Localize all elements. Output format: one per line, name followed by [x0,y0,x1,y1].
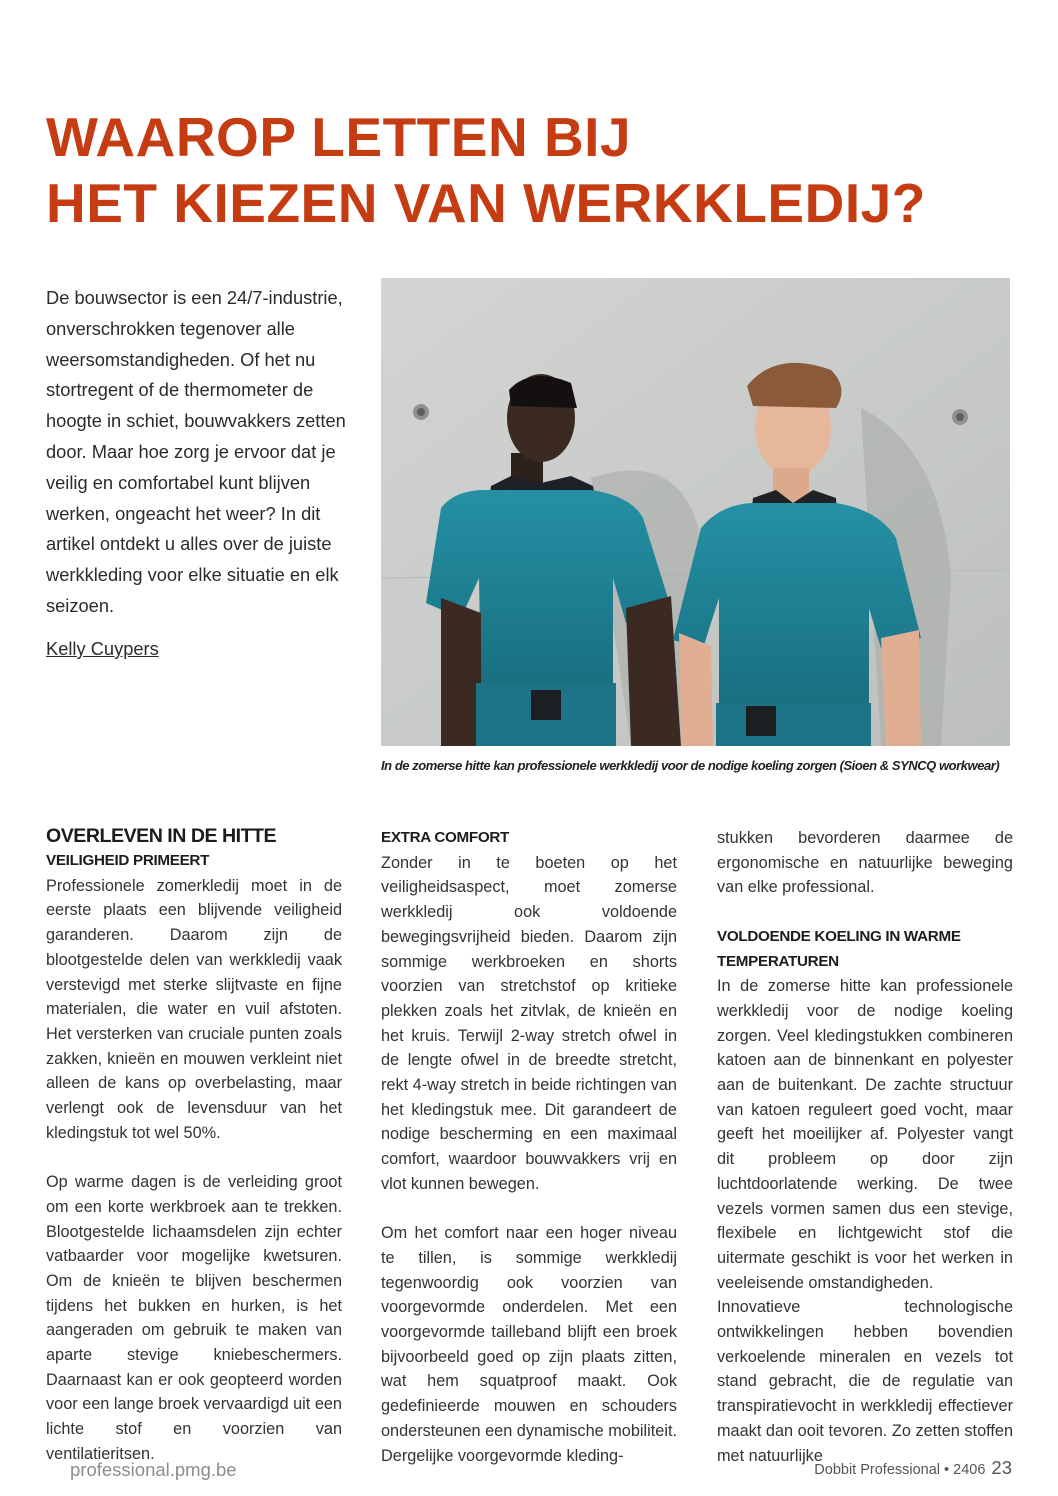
footer-publication [814,1457,1012,1479]
title-line-1: WAAROP LETTEN BIJ [46,106,632,168]
intro-text: De bouwsector is een 24/7-industrie, onverschrokken tegenover alle weersomstandigheden. Of het nu stortregent of de thermometer de hoogte in schiet, bouwvakkers zetten door. Maar hoe zorg je ervoor dat je veilig en comfortabel kunt blijven werken, ongeacht het weer? In dit artikel ontdekt u alles over de juiste werkkleding voor elke situatie en elk seizoen. [46,287,346,616]
section-heading-heat: OVERLEVEN IN DE HITTE [46,825,277,847]
col1-paragraph-2: Op warme dagen is de verleiding groot om een korte werkbroek aan te trekken. Blootgestelde lichaamsdelen zijn echter vatbaarder voor mogelijke kwetsuren. Om de knieën te blijven beschermen tijdens het bukken en hurken, is het aangeraden om gebruik te maken van aparte stevige kniebeschermers. Daarnaast kan er ook geopteerd worden voor een lange broek vervaardigd uit een lichte stof en voorzien van ventilatieritsen. [46,1173,342,1463]
col2-paragraph-1: Zonder in te boeten op het veiligheidsaspect, moet zomerse werkkledij ook voldoende bewegingsvrijheid bieden. Daarom zijn sommige werkbroeken en shorts voorzien van stretchstof op kritieke plekken zoals het zitvlak, de knieën en het kruis. Terwijl 2-way stretch ofwel in de lengte ofwel in de breedte stretcht, rekt 4-way stretch in beide richtingen van het kledingstuk mee. Dit garandeert de nodige bescherming en een maximaal comfort, waardoor bouwvakkers vrij en vlot kunnen bewegen. [381,853,677,1193]
article-photo [381,278,1010,746]
author-link[interactable]: Kelly Cuypers [46,638,159,659]
col3-paragraph-1: In de zomerse hitte kan professionele werkkledij voor de nodige koeling zorgen. Veel kledingstukken combineren katoen aan de binnenkant en polyester aan de buitenkant. De zachte structuur van katoen reguleert goed vocht, maar geeft het moeilijker af. Polyester vangt dit probleem op door zijn luchtdoorlatende werking. De twee vezels vormen samen dus een stevige, flexibele en lichtgewicht stof die uitermate geschikt is voor het werken in veeleisende omstandigheden. [717,977,1013,1292]
column-3 [717,826,1013,1468]
page-title [46,104,1026,236]
col3-paragraph-0: stukken bevorderen daarmee de ergonomische en natuurlijke beweging van elke professional. [717,829,1013,897]
title-line-2: HET KIEZEN VAN WERKKLEDIJ? [46,172,926,234]
footer-website-link[interactable]: professional.pmg.be [70,1459,237,1480]
photo-caption: In de zomerse hitte kan professionele werkkledij voor de nodige koeling zorgen (Sioen & SYNCQ workwear) [381,758,1000,773]
page-number: 23 [991,1457,1012,1478]
column-2 [381,826,677,1468]
subheading-safety: VEILIGHEID PRIMEERT [46,852,210,869]
col2-paragraph-2: Om het comfort naar een hoger niveau te tillen, is sommige werkkledij tegenwoordig ook voorzien van voorgevormde onderdelen. Met een voorgevormde tailleband blijft een broek bijvoorbeeld goed op zijn plaats zitten, wat hem squatproof maakt. Ook gedefinieerde mouwen en schouders ondersteunen een dynamische mobiliteit. Dergelijke voorgevormde kleding- [381,1224,677,1465]
publication-name: Dobbit Professional • 2406 [814,1462,986,1478]
subheading-cooling: VOLDOENDE KOELING IN WARME TEMPERATUREN [717,927,961,970]
subheading-comfort: EXTRA COMFORT [381,829,509,846]
column-1 [46,823,342,1467]
col1-paragraph-1: Professionele zomerkledij moet in de eerste plaats een blijvende veiligheid garanderen. Daarom zijn de blootgestelde delen van werkkledij vaak verstevigd met sterke slijtvaste en fijne materialen, die water en vuil afstoten. Het versterken van cruciale punten zoals zakken, knieën en mouwen verkleint niet alleen de kans op overbelasting, maar verlengt ook de levensduur van het kledingstuk tot wel 50%. [46,876,342,1142]
col3-paragraph-2: Innovatieve technologische ontwikkelingen hebben bovendien verkoelende mineralen en vezels tot stand gebracht, die de regulatie van transpiratievocht in werkkledij effectiever maakt dan ooit tevoren. Zo zetten stoffen met natuurlijke [717,1298,1013,1465]
